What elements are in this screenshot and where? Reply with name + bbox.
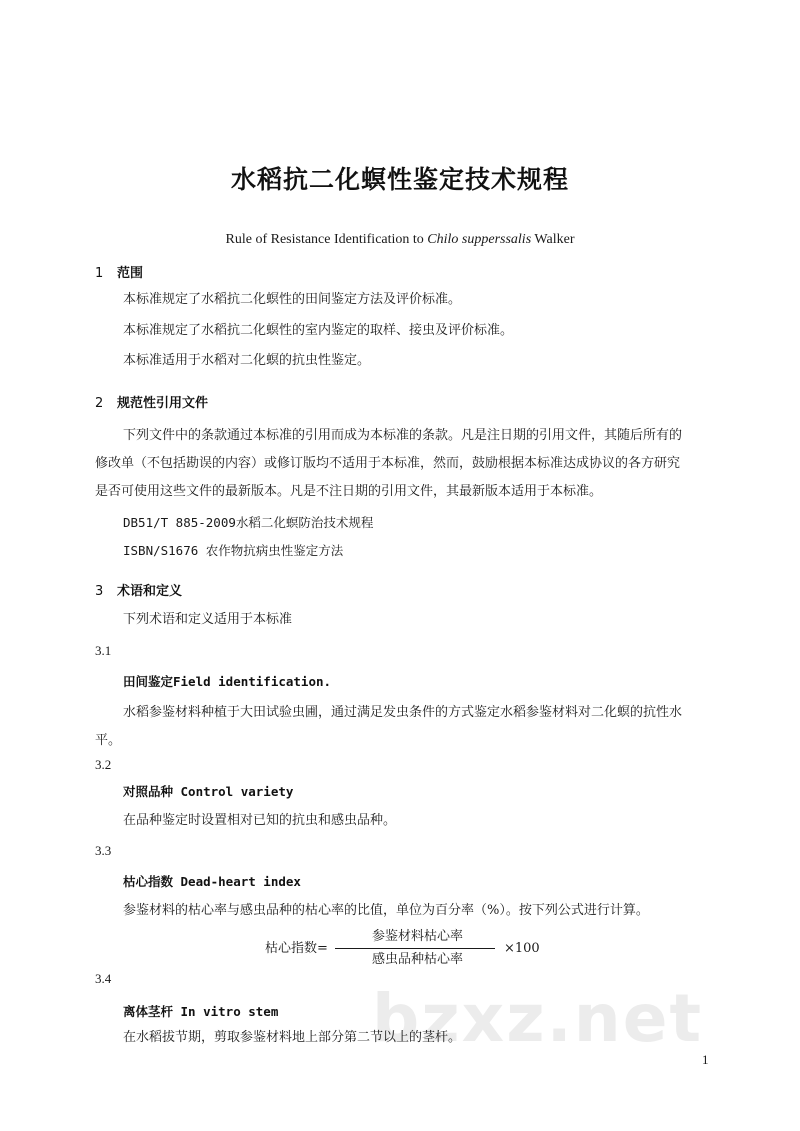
section-number: 2 xyxy=(95,396,104,411)
paragraph: 在品种鉴定时设置相对已知的抗虫和感虫品种。 xyxy=(123,813,397,828)
section-title: 范围 xyxy=(117,266,144,281)
section-number: 1 xyxy=(95,266,104,281)
paragraph-line: 平。 xyxy=(95,733,122,748)
term-heading: 对照品种 Control variety xyxy=(123,784,294,799)
fraction-bar xyxy=(335,948,495,949)
paragraph: 在水稻拔节期，剪取参鉴材料地上部分第二节以上的茎杆。 xyxy=(123,1030,462,1045)
watermark: bzxz.net xyxy=(372,980,704,1057)
paragraph: 本标准规定了水稻抗二化螟性的田间鉴定方法及评价标准。 xyxy=(123,292,462,307)
subsection-number: 3.2 xyxy=(95,757,112,772)
term-heading: 枯心指数 Dead-heart index xyxy=(123,874,301,889)
formula-denominator: 感虫品种枯心率 xyxy=(372,952,464,967)
reference-item: DB51/T 885-2009水稻二化螟防治技术规程 xyxy=(123,515,374,530)
term-heading: 田间鉴定Field identification. xyxy=(123,674,332,689)
paragraph: 本标准适用于水稻对二化螟的抗虫性鉴定。 xyxy=(123,353,371,368)
paragraph: 下列术语和定义适用于本标准 xyxy=(123,612,293,627)
formula-numerator: 参鉴材料枯心率 xyxy=(372,929,464,944)
section-number: 3 xyxy=(95,584,104,599)
paragraph: 本标准规定了水稻抗二化螟性的室内鉴定的取样、接虫及评价标准。 xyxy=(123,323,514,338)
paragraph-line: 是否可使用这些文件的最新版本。凡是不注日期的引用文件，其最新版本适用于本标准。 xyxy=(95,484,603,499)
section-1-heading xyxy=(95,262,143,281)
subtitle-species: Chilo supperssalis xyxy=(427,232,532,247)
document-subtitle xyxy=(0,232,800,248)
formula-lhs: 枯心指数= xyxy=(265,941,328,956)
page-number: 1 xyxy=(702,1052,709,1067)
section-2-heading xyxy=(95,392,208,411)
subtitle-suffix: Walker xyxy=(531,232,575,247)
document-title: 水稻抗二化螟性鉴定技术规程 xyxy=(230,165,569,194)
paragraph-line: 修改单（不包括勘误的内容）或修订版均不适用于本标准，然而，鼓励根据本标准达成协议的各方研究 xyxy=(95,456,681,471)
term-heading: 离体茎杆 In vitro stem xyxy=(123,1004,279,1019)
section-3-heading xyxy=(95,580,182,599)
section-title: 术语和定义 xyxy=(117,584,183,599)
paragraph-line: 下列文件中的条款通过本标准的引用而成为本标准的条款。凡是注日期的引用文件，其随后所有的 xyxy=(123,428,683,443)
subsection-number: 3.1 xyxy=(95,643,112,658)
subsection-number: 3.3 xyxy=(95,843,112,858)
subsection-number: 3.4 xyxy=(95,971,112,986)
paragraph: 参鉴材料的枯心率与感虫品种的枯心率的比值，单位为百分率（%）。按下列公式进行计算。 xyxy=(123,903,649,918)
section-title: 规范性引用文件 xyxy=(117,396,209,411)
paragraph-line: 水稻参鉴材料种植于大田试验虫圃，通过满足发虫条件的方式鉴定水稻参鉴材料对二化螟的抗性水 xyxy=(123,705,683,720)
formula-factor: ×100 xyxy=(504,941,540,956)
subtitle-prefix: Rule of Resistance Identification to xyxy=(225,232,428,247)
reference-item: ISBN/S1676 农作物抗病虫性鉴定方法 xyxy=(123,543,344,558)
